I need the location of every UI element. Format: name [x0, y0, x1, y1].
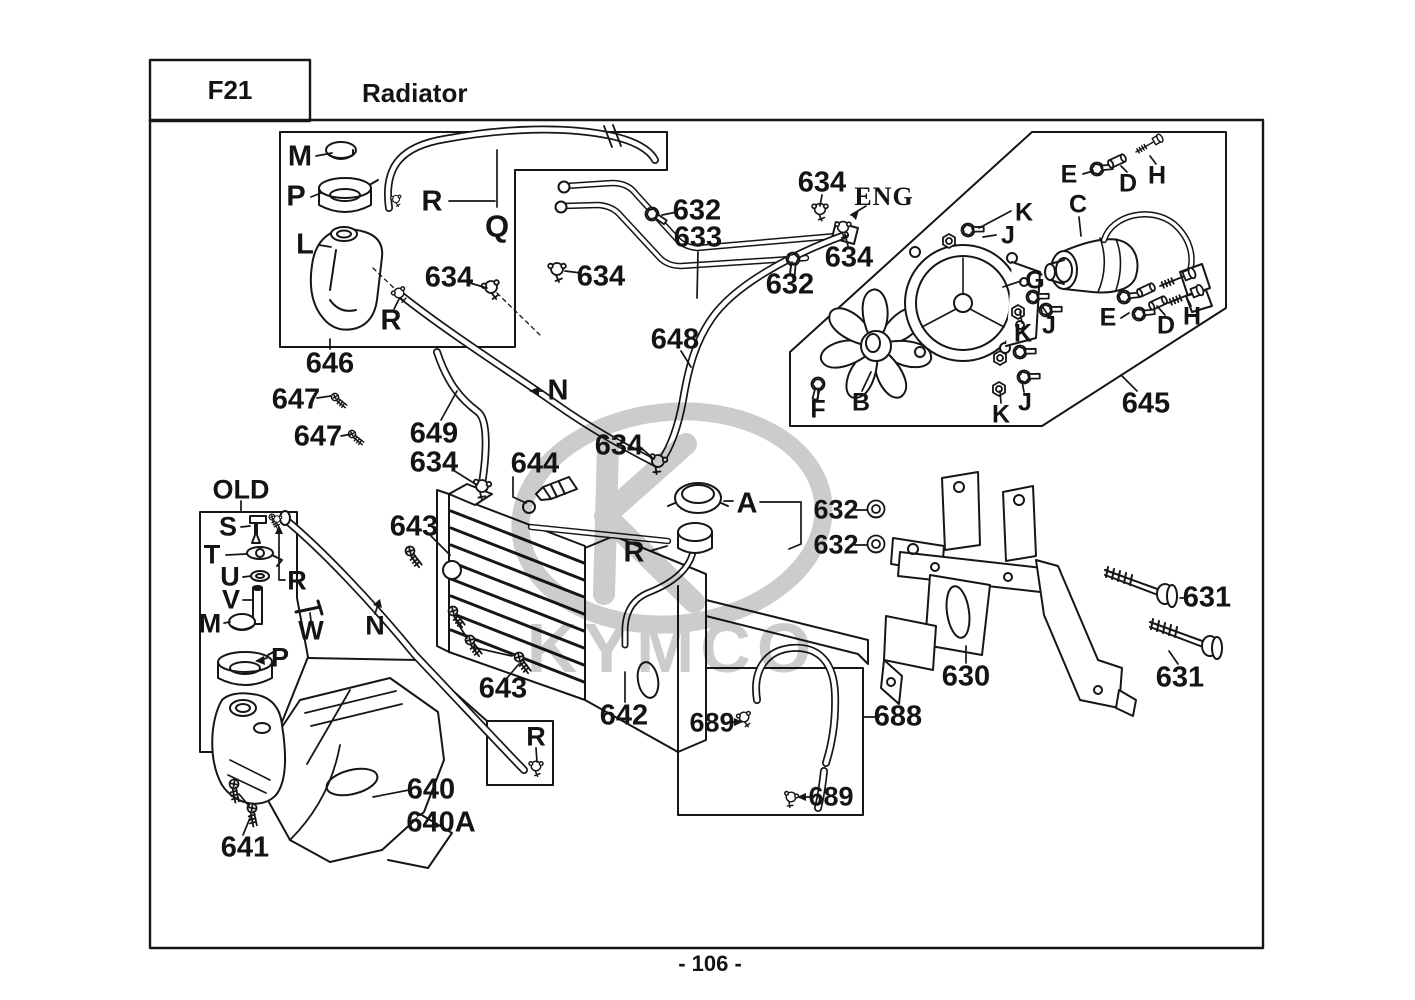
part-label-e-51: E [1060, 160, 1078, 189]
part-label-d-52: D [1118, 169, 1138, 198]
part-label-633-13: 633 [673, 221, 723, 254]
part-label-j-58: J [1042, 311, 1056, 340]
part-label-old-28: OLD [212, 474, 270, 505]
part-label-646-6: 646 [305, 347, 355, 380]
part-label-e-64: E [1099, 303, 1117, 332]
part-label-689-44: 689 [689, 707, 735, 738]
part-label-640a-42: 640A [406, 806, 476, 839]
part-label-k-55: K [1014, 198, 1034, 227]
part-label-t-30: T [203, 539, 221, 570]
part-label-688-46: 688 [873, 700, 923, 733]
part-label-g-57: G [1025, 266, 1045, 295]
part-label-644-21: 644 [510, 447, 560, 480]
part-label-648-18: 648 [650, 323, 700, 356]
page-title: Radiator [362, 78, 468, 108]
part-label-j-56: J [1001, 221, 1015, 250]
part-label-p-1: P [286, 180, 306, 213]
part-label-r-5: R [380, 304, 402, 337]
page-number: - 106 - [678, 951, 742, 976]
part-label-l-2: L [296, 228, 314, 261]
part-label-u-31: U [220, 561, 240, 592]
part-label-s-29: S [218, 511, 238, 542]
part-label-631-48: 631 [1182, 581, 1232, 614]
part-label-647-7: 647 [271, 383, 321, 416]
part-label-647-8: 647 [293, 420, 343, 453]
bolt-631-lower [1150, 619, 1222, 659]
bolt-631-upper [1105, 567, 1177, 607]
part-label-r-25: R [623, 536, 645, 569]
pipe-fittings [556, 182, 859, 245]
part-label-632-26: 632 [813, 494, 859, 525]
part-label-640-41: 640 [406, 773, 456, 806]
part-label-634-10: 634 [424, 261, 474, 294]
part-label-634-20: 634 [594, 429, 644, 462]
part-label-632-12: 632 [672, 194, 722, 227]
part-label-634-22: 634 [409, 446, 459, 479]
section-code: F21 [207, 75, 253, 105]
part-label-634-16: 634 [824, 241, 874, 274]
part-label-643-38: 643 [478, 672, 528, 705]
reservoir-collar-part [319, 178, 378, 212]
part-label-m-33: M [198, 608, 222, 639]
part-label-a-24: A [736, 487, 758, 520]
part-label-642-39: 642 [599, 699, 649, 732]
radiator-cap [668, 483, 728, 513]
part-label-q-4: Q [484, 208, 510, 244]
part-label-n-36: N [365, 610, 385, 641]
part-label-h-53: H [1147, 161, 1167, 190]
part-label-645-50: 645 [1121, 387, 1171, 420]
part-label-f-62: F [810, 395, 826, 424]
part-label-689-45: 689 [808, 781, 854, 812]
part-label-631-49: 631 [1155, 661, 1205, 694]
part-label-r-40: R [526, 721, 546, 752]
part-label-643-23: 643 [389, 510, 439, 543]
part-label-h-66: H [1182, 302, 1202, 331]
part-label-n-19: N [547, 374, 569, 407]
old-pin-part [296, 601, 322, 614]
part-label-m-0: M [287, 140, 313, 173]
fan-shroud-part [905, 245, 1040, 361]
old-washer-part [247, 547, 282, 566]
part-label-b-63: B [851, 388, 871, 417]
old-collar-part [218, 650, 277, 685]
part-label-d-65: D [1156, 311, 1176, 340]
shroud-cover-part [265, 678, 452, 868]
part-label-r-3: R [421, 185, 443, 218]
old-cap-part [229, 614, 255, 630]
old-ring-part [251, 571, 269, 581]
part-label-c-54: C [1068, 190, 1088, 219]
part-label-v-32: V [221, 584, 241, 615]
old-tank-part [212, 693, 285, 803]
part-label-641-43: 641 [220, 831, 270, 864]
part-label-p-37: P [270, 642, 290, 673]
part-label-j-60: J [1018, 388, 1032, 417]
part-label-632-27: 632 [813, 529, 859, 560]
part-label-eng-15: ENG [854, 182, 914, 211]
part-label-r-34: R [287, 565, 307, 596]
part-label-630-47: 630 [941, 660, 991, 693]
part-label-632-17: 632 [765, 268, 815, 301]
part-label-k-59: K [1013, 319, 1033, 348]
part-label-649-9: 649 [409, 417, 459, 450]
watermark-text: KYMCO [526, 609, 818, 687]
reservoir-tank-part [311, 227, 382, 330]
reservoir-cap-part [326, 142, 356, 159]
old-petcock-part [250, 516, 266, 543]
part-label-k-61: K [991, 400, 1011, 429]
part-label-634-11: 634 [576, 260, 626, 293]
part-label-w-35: W [298, 615, 324, 646]
mount-bracket-part [881, 472, 1136, 716]
part-label-634-14: 634 [797, 166, 847, 199]
